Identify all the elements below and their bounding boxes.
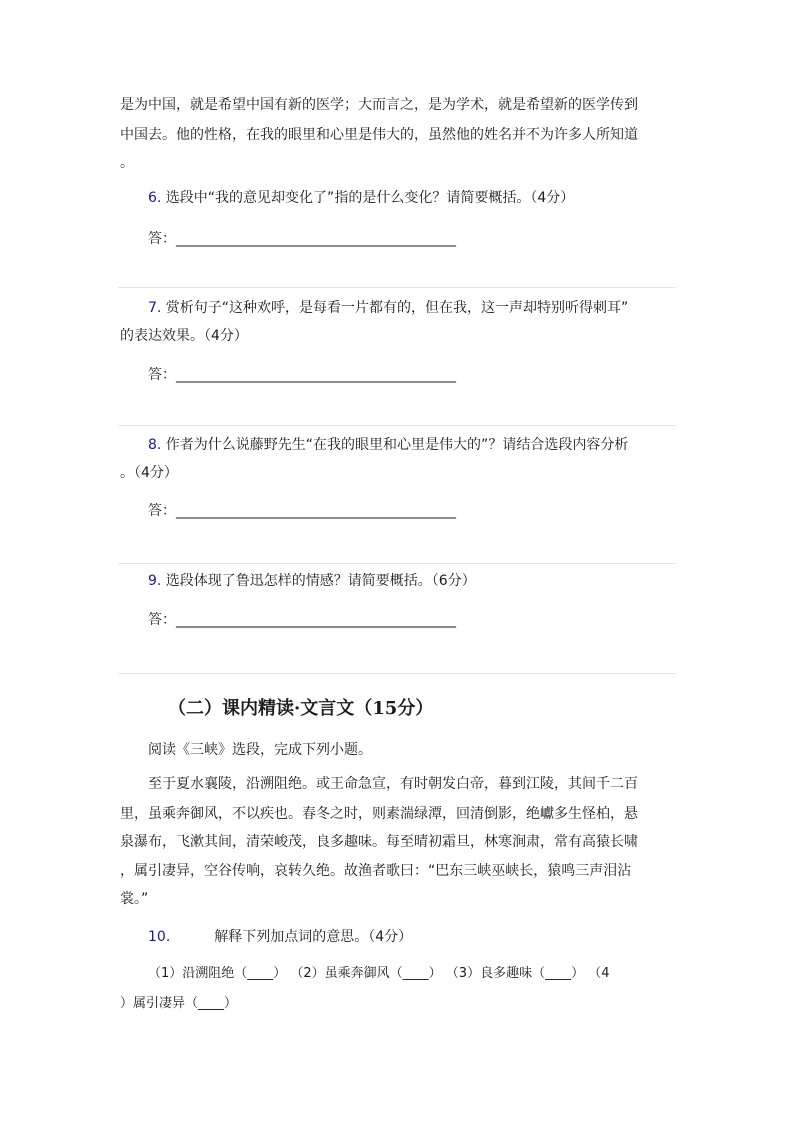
divider <box>118 425 676 426</box>
passage-line: 是为中国，就是希望中国有新的医学；大而言之，是为学术，就是希望新的医学传到 <box>120 97 638 113</box>
question-number: 9. <box>148 573 162 589</box>
question-text: 选段体现了鲁迅怎样的情感？请简要概括。（6分） <box>161 573 476 589</box>
passage-line: 裳。” <box>120 891 149 907</box>
section-heading: （二）课内精读·文言文（15分） <box>168 698 434 719</box>
divider <box>118 563 676 564</box>
answer-blank[interactable]: ________________________________________ <box>176 612 456 628</box>
passage-line: 至于夏水襄陵，沿溯阻绝。或王命急宣，有时朝发白帝，暮到江陵，其间千二百 <box>148 776 638 792</box>
passage-line: 泉瀑布，飞漱其间，清荣峻茂，良多趣味。每至晴初霜旦，林寒涧肃，常有高猿长啸 <box>120 834 638 850</box>
answer-label: 答： <box>148 503 176 519</box>
section-intro: 阅读《三峡》选段，完成下列小题。 <box>148 742 372 758</box>
question-number: 10. <box>148 929 171 945</box>
divider <box>118 673 676 674</box>
question-7-cont: 的表达效果。（4分） <box>120 328 248 344</box>
question-text: 赏析句子“这种欢呼，是每看一片都有的，但在我，这一声却特别听得刺耳” <box>161 300 629 316</box>
question-text: 选段中“我的意见却变化了”指的是什么变化？请简要概括。（4分） <box>161 190 575 206</box>
answer-line-6 <box>148 229 456 249</box>
passage-line: 里，虽乘奔御风，不以疾也。春冬之时，则素湍绿潭，回清倒影，绝巘多生怪柏，悬 <box>120 806 638 822</box>
answer-line-8 <box>148 501 456 521</box>
answer-label: 答： <box>148 612 176 628</box>
answer-blank[interactable]: ________________________________________ <box>176 503 456 519</box>
answer-label: 答： <box>148 231 176 247</box>
q10-items[interactable]: （1）沿溯阻绝（____） （2）虽乘奔御风（____） （3）良多趣味（____） （4 <box>148 966 610 981</box>
divider <box>118 287 676 288</box>
question-6 <box>148 188 574 208</box>
passage-line: 中国去。他的性格，在我的眼里和心里是伟大的，虽然他的姓名并不为许多人所知道 <box>120 127 638 143</box>
answer-blank[interactable]: ________________________________________ <box>176 367 456 383</box>
question-number: 6. <box>148 190 162 206</box>
answer-label: 答： <box>148 367 176 383</box>
question-text: 解释下列加点词的意思。（4分） <box>214 929 413 945</box>
question-8-cont: 。（4分） <box>120 465 178 481</box>
question-8 <box>148 435 628 455</box>
answer-line-9 <box>148 610 456 630</box>
question-7 <box>148 298 628 318</box>
answer-line-7 <box>148 365 456 385</box>
question-10 <box>148 927 412 947</box>
answer-blank[interactable]: ________________________________________ <box>176 231 456 247</box>
question-9 <box>148 571 476 591</box>
passage-line: 。 <box>120 155 134 171</box>
q10-items-cont[interactable]: ）属引凄异（____） <box>120 996 238 1011</box>
question-number: 7. <box>148 300 162 316</box>
question-number: 8. <box>148 437 162 453</box>
question-text: 作者为什么说藤野先生“在我的眼里和心里是伟大的”？请结合选段内容分析 <box>161 437 629 453</box>
passage-line: ，属引凄异，空谷传响，哀转久绝。故渔者歌曰：“巴东三峡巫峡长，猿鸣三声泪沾 <box>120 863 632 879</box>
